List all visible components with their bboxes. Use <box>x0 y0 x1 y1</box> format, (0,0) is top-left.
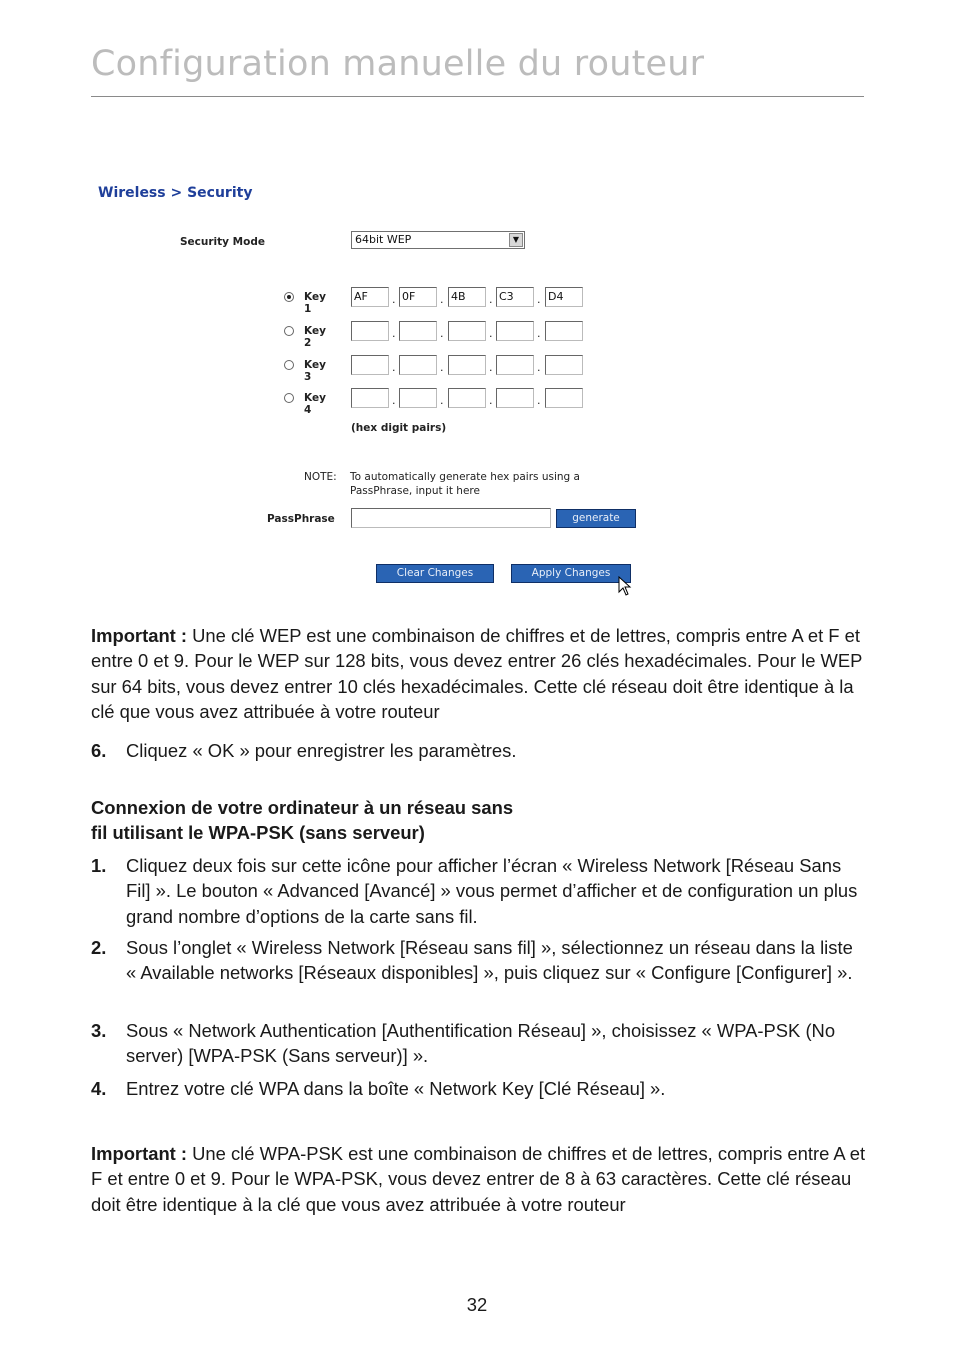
router-security-screen <box>91 178 651 603</box>
chevron-down-icon[interactable]: ▼ <box>509 233 523 247</box>
note-text-line-1: To automatically generate hex pairs using a <box>350 471 580 483</box>
key-4-hex-4[interactable] <box>496 388 534 408</box>
step-number: 3. <box>91 1020 107 1041</box>
key-2-hex-2[interactable] <box>399 321 437 341</box>
important-wep-text: Une clé WEP est une combinaison de chiffres et de lettres, compris entre A et F et entre 0 et 9. Pour le WEP sur 128 bits, vous devez entrer 26 clés hexadécimales. Pour le WEP sur 64 bits, vous devez entrer 10 clés hexadécimales. Cette clé réseau doit être identique à la clé que vous avez attribuée à votre routeur <box>91 625 863 722</box>
header-rule <box>91 96 864 97</box>
section-heading-line-1: Connexion de votre ordinateur à un réseau sans <box>91 797 514 818</box>
key-2-radio[interactable] <box>284 326 294 336</box>
clear-changes-button[interactable]: Clear Changes <box>376 564 494 583</box>
passphrase-input[interactable] <box>351 508 551 528</box>
key-4-radio[interactable] <box>284 393 294 403</box>
security-mode-value: 64bit WEP <box>355 233 412 246</box>
key-3-hex-2[interactable] <box>399 355 437 375</box>
key-1-label: Key 1 <box>304 291 326 315</box>
key-3-radio[interactable] <box>284 360 294 370</box>
key-3-hex-4[interactable] <box>496 355 534 375</box>
key-4-hex-5[interactable] <box>545 388 583 408</box>
section-heading <box>91 795 691 846</box>
key-1-hex-3[interactable]: 4B <box>448 287 486 307</box>
generate-button[interactable]: generate <box>556 509 636 528</box>
hex-separator: . <box>489 293 493 306</box>
key-3-hex-3[interactable] <box>448 355 486 375</box>
apply-changes-button[interactable]: Apply Changes <box>511 564 631 583</box>
key-1-hex-4[interactable]: C3 <box>496 287 534 307</box>
hex-separator: . <box>537 361 541 374</box>
hex-pairs-hint: (hex digit pairs) <box>351 422 447 434</box>
step-number: 1. <box>91 855 107 876</box>
hex-separator: . <box>392 293 396 306</box>
step-number: 6. <box>91 740 107 761</box>
hex-separator: . <box>392 327 396 340</box>
important-label: Important : <box>91 1143 188 1164</box>
passphrase-label: PassPhrase <box>267 513 335 525</box>
key-2-hex-1[interactable] <box>351 321 389 341</box>
hex-separator: . <box>489 394 493 407</box>
key-4-hex-3[interactable] <box>448 388 486 408</box>
key-3-label: Key 3 <box>304 359 326 383</box>
key-3-hex-1[interactable] <box>351 355 389 375</box>
key-2-hex-5[interactable] <box>545 321 583 341</box>
step-text: Cliquez deux fois sur cette icône pour afficher l’écran « Wireless Network [Réseau Sans Fil] ». Le bouton « Advanced [Avancé] » vous permet d’afficher et de configuration un plus grand nombre d’options de la carte sans fil. <box>126 855 858 927</box>
key-2-label: Key 2 <box>304 325 326 349</box>
important-label: Important : <box>91 625 188 646</box>
step-number: 4. <box>91 1078 107 1099</box>
hex-separator: . <box>392 361 396 374</box>
section-heading-line-2: fil utilisant le WPA-PSK (sans serveur) <box>91 822 425 844</box>
step-number: 2. <box>91 937 107 958</box>
key-2-hex-3[interactable] <box>448 321 486 341</box>
step-text: Entrez votre clé WPA dans la boîte « Network Key [Clé Réseau] ». <box>126 1078 666 1099</box>
security-mode-label: Security Mode <box>180 236 265 248</box>
key-4-hex-1[interactable] <box>351 388 389 408</box>
hex-separator: . <box>489 361 493 374</box>
step-text: Cliquez « OK » pour enregistrer les paramètres. <box>126 740 517 761</box>
key-4-hex-2[interactable] <box>399 388 437 408</box>
key-4-label: Key 4 <box>304 392 326 416</box>
step-text: Sous l’onglet « Wireless Network [Réseau sans fil] », sélectionnez un réseau dans la liste « Available networks [Réseaux disponibles] », puis cliquez sur « Configure [Configurer] ». <box>126 937 853 984</box>
note-label: NOTE: <box>304 471 337 483</box>
key-1-radio[interactable] <box>284 292 294 302</box>
hex-separator: . <box>537 293 541 306</box>
key-1-hex-5[interactable]: D4 <box>545 287 583 307</box>
mouse-pointer-icon <box>618 576 632 598</box>
page-title: Configuration manuelle du routeur <box>91 44 705 84</box>
key-1-hex-1[interactable]: AF <box>351 287 389 307</box>
important-wep-note <box>91 623 866 724</box>
key-3-hex-5[interactable] <box>545 355 583 375</box>
key-2-hex-4[interactable] <box>496 321 534 341</box>
hex-separator: . <box>537 394 541 407</box>
hex-separator: . <box>440 394 444 407</box>
step-text: Sous « Network Authentication [Authentification Réseau] », choisissez « WPA-PSK (No server) [WPA-PSK (Sans serveur)] ». <box>126 1020 836 1067</box>
breadcrumb[interactable]: Wireless > Security <box>98 185 253 201</box>
hex-separator: . <box>440 327 444 340</box>
important-wpa-note <box>91 1141 866 1217</box>
security-mode-select[interactable] <box>351 231 525 249</box>
hex-separator: . <box>440 293 444 306</box>
hex-separator: . <box>440 361 444 374</box>
hex-separator: . <box>392 394 396 407</box>
hex-separator: . <box>489 327 493 340</box>
hex-separator: . <box>537 327 541 340</box>
key-1-hex-2[interactable]: 0F <box>399 287 437 307</box>
important-wpa-text: Une clé WPA-PSK est une combinaison de chiffres et de lettres, compris entre A et F et entre 0 et 9. Pour le WPA-PSK, vous devez entrer de 8 à 63 caractères. Cette clé réseau doit être identique à la clé que vous avez attribuée à votre routeur <box>91 1143 866 1215</box>
page-number: 32 <box>466 1294 488 1315</box>
note-text-line-2: PassPhrase, input it here <box>350 485 480 497</box>
